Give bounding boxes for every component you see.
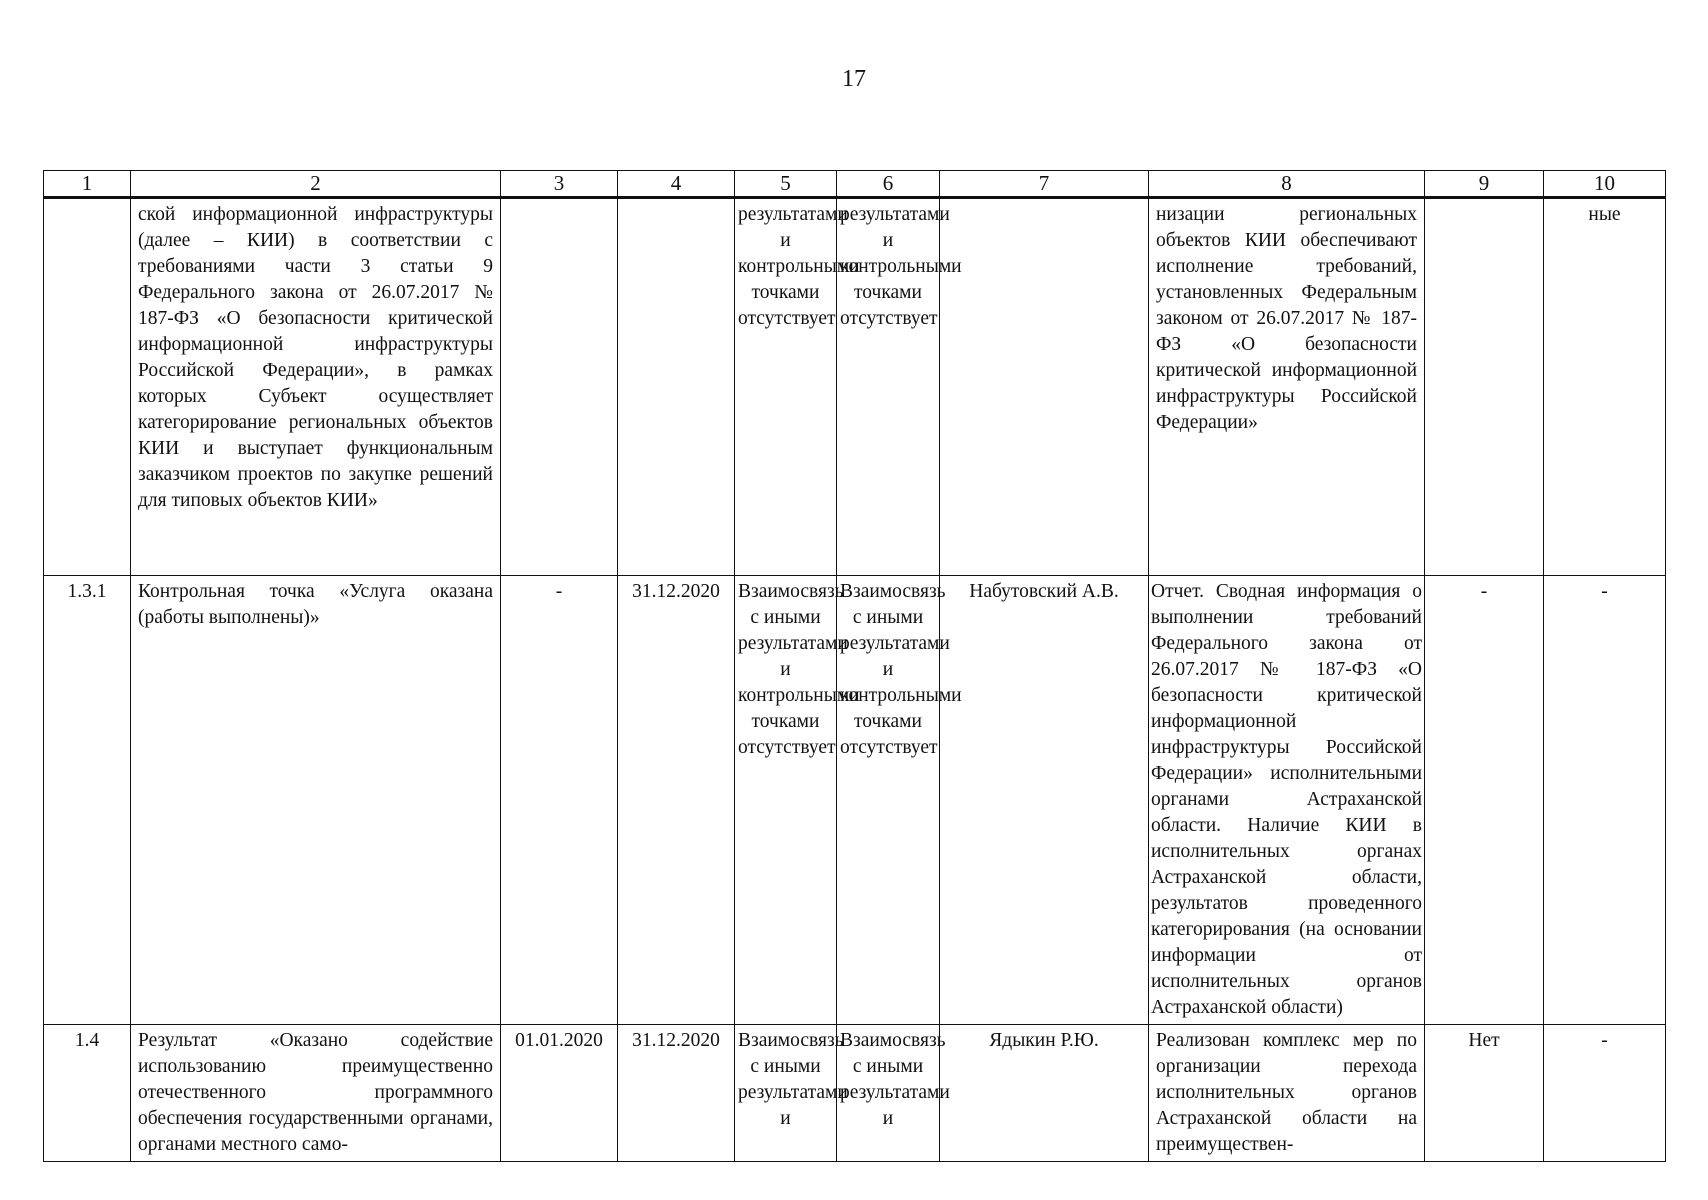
column-header: 2	[131, 171, 501, 198]
cell-responsible	[940, 198, 1149, 576]
cell-level	[1425, 198, 1544, 576]
cell-number	[44, 198, 131, 576]
column-header: 9	[1425, 171, 1544, 198]
table-row	[44, 1025, 1666, 1162]
cell-start-date: -	[501, 576, 618, 1025]
table-row	[44, 576, 1666, 1025]
column-header: 8	[1149, 171, 1425, 198]
column-header: 4	[618, 171, 735, 198]
column-number-row	[44, 171, 1666, 198]
cell-predecessor: результатами и контрольными точками отсутствует	[735, 198, 837, 576]
cell-note: ные	[1544, 198, 1666, 576]
cell-description: Результат «Оказано содействие использованию преимущественно отечественного программного обеспечения государственными органами, органами местного само-	[131, 1025, 501, 1162]
page-number: 17	[842, 66, 866, 92]
column-header: 1	[44, 171, 131, 198]
cell-note: -	[1544, 576, 1666, 1025]
cell-result-type: Реализован комплекс мер по организации перехода исполнительных органов Астраханской области на преимуществен-	[1149, 1025, 1425, 1162]
cell-level: -	[1425, 576, 1544, 1025]
cell-responsible: Набутовский А.В.	[940, 576, 1149, 1025]
cell-predecessor: Взаимосвязь с иными результатами и контрольными точками отсутствует	[735, 576, 837, 1025]
column-header: 7	[940, 171, 1149, 198]
cell-successor: результатами и контрольными точками отсутствует	[837, 198, 940, 576]
cell-end-date: 31.12.2020	[618, 576, 735, 1025]
cell-result-type: Отчет. Сводная информация о выполнении требований Федерального закона от 26.07.2017 № 187-ФЗ «О безопасности критической информационной инфраструктуры Российской Федерации» исполнительными органами Астраханской области. Наличие КИИ в исполнительных органах Астраханской области, результатов проведенного категорирования (на основании информации от исполнительных органов Астраханской области)	[1149, 576, 1425, 1025]
column-header: 10	[1544, 171, 1666, 198]
column-header: 6	[837, 171, 940, 198]
cell-start-date	[501, 198, 618, 576]
cell-predecessor: Взаимосвязь с иными результатами и	[735, 1025, 837, 1162]
cell-result-type: низации региональных объектов КИИ обеспечивают исполнение требований, установленных Федеральным законом от 26.07.2017 № 187-ФЗ «О безопасности критической информационной инфраструктуры Российской Федерации»	[1149, 198, 1425, 576]
table-row	[44, 198, 1666, 576]
cell-end-date	[618, 198, 735, 576]
cell-level: Нет	[1425, 1025, 1544, 1162]
cell-start-date: 01.01.2020	[501, 1025, 618, 1162]
cell-note: -	[1544, 1025, 1666, 1162]
cell-end-date: 31.12.2020	[618, 1025, 735, 1162]
cell-number: 1.4	[44, 1025, 131, 1162]
cell-description: Контрольная точка «Услуга оказана (работы выполнены)»	[131, 576, 501, 1025]
cell-successor: Взаимосвязь с иными результатами и	[837, 1025, 940, 1162]
column-header: 5	[735, 171, 837, 198]
plan-table	[43, 170, 1666, 1162]
cell-successor: Взаимосвязь с иными результатами и контрольными точками отсутствует	[837, 576, 940, 1025]
column-header: 3	[501, 171, 618, 198]
cell-description: ской информационной инфраструктуры (далее – КИИ) в соответствии с требованиями части 3 статьи 9 Федерального закона от 26.07.2017 № 187-ФЗ «О безопасности критической информационной инфраструктуры Российской Федерации», в рамках которых Субъект осуществляет категорирование региональных объектов КИИ и выступает функциональным заказчиком проектов по закупке решений для типовых объектов КИИ»	[131, 198, 501, 576]
cell-number: 1.3.1	[44, 576, 131, 1025]
cell-responsible: Ядыкин Р.Ю.	[940, 1025, 1149, 1162]
